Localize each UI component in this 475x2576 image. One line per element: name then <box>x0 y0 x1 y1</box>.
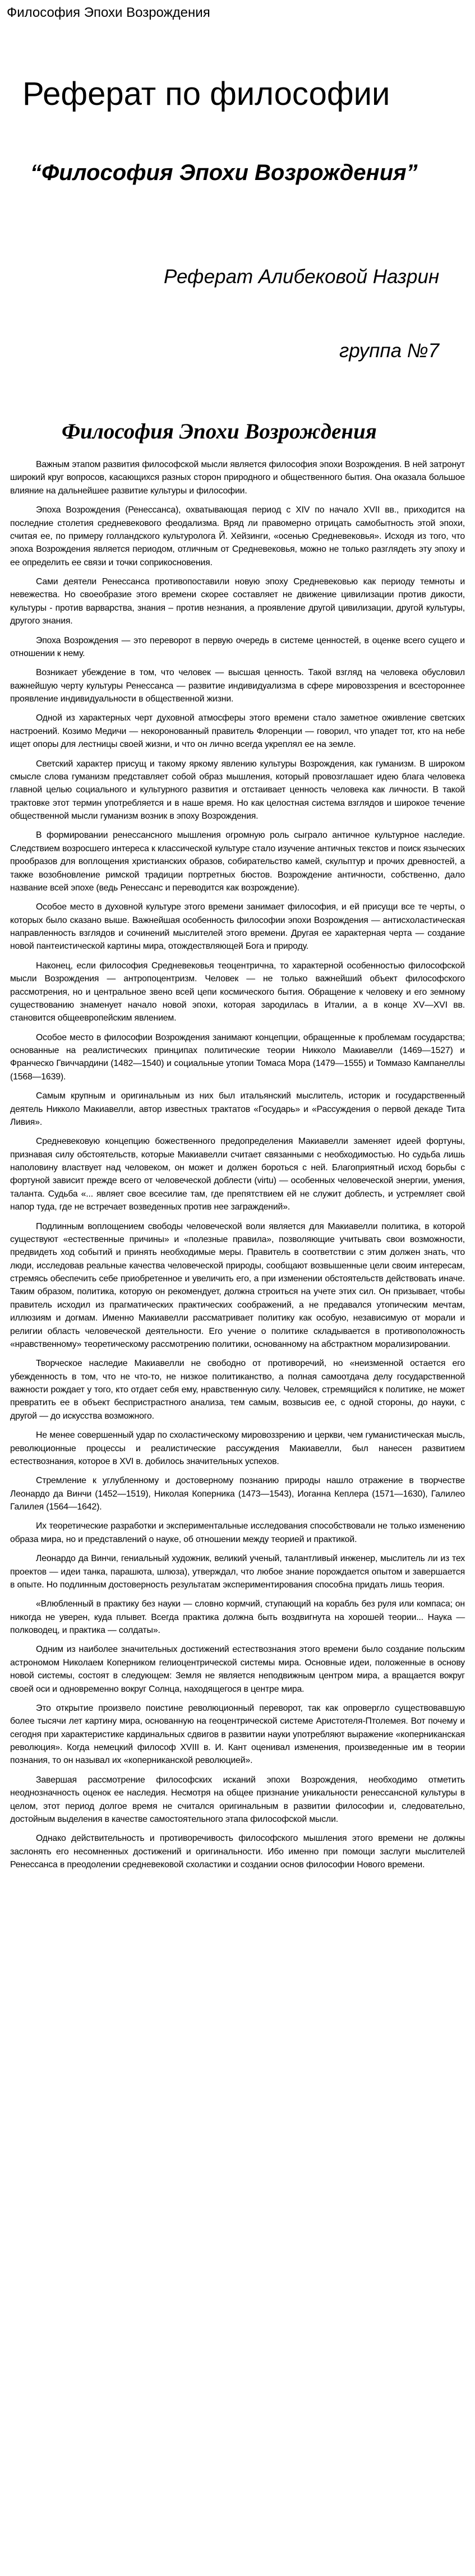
paragraph: Их теоретические разработки и экспериментальные исследования способствовали не только изменению образа мира, но и представлений о науке, об отношении между теорией и практикой. <box>10 1521 465 1544</box>
paragraph: Светский характер присущ и такому яркому явлению культуры Возрождения, как гуманизм. В широком смысле слова гуманизм представляет собой образ мышления, который провозглашает идею блага человека главной целью социального и культурного развития и отстаивает ценность человека как личности. В такой трактовке этот термин употребляется и в наше время. Но как целостная система взглядов и широкое течение общественной мысли гуманизм возник в эпоху Возрождения. <box>10 759 465 821</box>
paragraph: Эпоха Возрождения — это переворот в первую очередь в системе ценностей, в оценке всего сущего и отношении к нему. <box>10 635 465 658</box>
paragraph: Сами деятели Ренессанса противопоставили новую эпоху Средневековью как периоду темноты и невежества. Но своеобразие этого времени скорее составляет не движение цивилизации против дикости, культуры - против варварства, знания – против незнания, а проявление другой цивилизации, другой культуры, другого знания. <box>10 577 465 626</box>
paragraph: Стремление к углубленному и достоверному познанию природы нашло отражение в творчестве Леонардо да Винчи (1452—1519), Николая Коперника (1473—1543), Иоганна Кеплера (1571—1630), Галилео Галилея (1564—1642). <box>10 1476 465 1512</box>
paragraph: Средневековую концепцию божественного предопределения Макиавелли заменяет идеей фортуны, признавая силу обстоятельств, которые Макиавелли считает связанными с необходимостью. Но судьба лишь наполовину властвует над человеком, он может и должен бороться с ней. Благоприятный исход борьбы с фортуной зависит прежде всего от человеческой доблести (virtu) — особенных человеческой энергии, умения, таланта. Судьба «... являет свое всесилие там, где препятствием ей не служит доблесть, и устремляет свой напор туда, где не встречает возведенных против нее заграждений». <box>10 1137 465 1212</box>
paragraph: Самым крупным и оригинальным из них был итальянский мыслитель, историк и государственный деятель Никколо Макиавелли, автор известных трактатов «Государь» и «Рассуждения о первой декаде Тита Ливия». <box>10 1091 465 1127</box>
group-line: группа №7 <box>339 340 440 362</box>
document-title: Философия Эпохи Возрождения <box>7 5 210 20</box>
paragraph: Творческое наследие Макиавелли не свободно от противоречий, но «неизменной остается его убежденность в том, что не что-то, не низкое политиканство, а полная самоотдача делу государственной важности рождает у того, кто отдает себя ему, нравственную силу. Человек, стремящийся к политике, не может превратить ее в объект беспристрастного анализа, тем самым, возвысив ее, с одной стороны, до науки, с другой — до искусства возможного. <box>10 1359 465 1421</box>
section-heading: Философия Эпохи Возрождения <box>62 419 377 444</box>
cover-title: Реферат по философии <box>22 76 390 112</box>
paragraph: Это открытие произвело поистине революционный переворот, так как опровергло существовавшую более тысячи лет картину мира, основанную на геоцентрической системе Аристотеля-Птолемея. Вот почему и сегодня при характеристике кардинальных сдвигов в развитии науки употребляют выражение «коперниканская революция». Когда немецкий философ XVIII в. И. Кант оценивал изменения, произведенные им в теории познания, то он называл их «коперниканской революцией». <box>10 1703 465 1766</box>
paragraph: Особое место в духовной культуре этого времени занимает философия, и ей присущи все те черты, о которых было сказано выше. Важнейшая особенность философии эпохи Возрождения — антисхоластическая направленность взглядов и сочинений мыслителей этого времени. Другая ее характерная черта — создание новой пантеистической картины мира, отождествляющей Бога и природу. <box>10 902 465 952</box>
paragraph: Одной из характерных черт духовной атмосферы этого времени стало заметное оживление светских настроений. Козимо Медичи — некоронованный правитель Флоренции — говорил, что упадет тот, кто на небе ищет опоры для лестницы своей жизни, и что он лично всегда укреплял ее на земле. <box>10 713 465 750</box>
paragraph: Однако действительность и противоречивость философского мышления этого времени не должны заслонять его несомненных достижений и оригинальности. Ибо именно при помощи заслуги мыслителей Ренессанса в преодолении средневековой схоластики и создании основ философии Нового времени. <box>10 1834 465 1869</box>
paragraph: Леонардо да Винчи, гениальный художник, великий ученый, талантливый инженер, мыслитель ли из тех проектов — идеи танка, парашюта, шлюза), утверждал, что любое знание порождается опытом и завершается в опыте. Но подлинным достоверность результатам экспериментирования способна придать лишь теория. <box>10 1554 465 1590</box>
paragraph: Завершая рассмотрение философских исканий эпохи Возрождения, необходимо отметить неоднозначность оценок ее наследия. Несмотря на общее признание уникальности ренессансной культуры в целом, этот период долгое время не считался оригинальным в развитии философии и, следовательно, достойным выделения в качестве самостоятельного этапа философской мысли. <box>10 1775 465 1824</box>
paragraph: Особое место в философии Возрождения занимают концепции, обращенные к проблемам государства; основанные на реалистических принципах политические теории Никколо Макиавелли (1469—1527) и Франческо Гвиччардини (1482—1540) и социальные утопии Томаса Мора (1479—1555) и Томмазо Кампанеллы (1568—1639). <box>10 1032 465 1082</box>
paragraph: Одним из наиболее значительных достижений естествознания этого времени было создание польским астрономом Николаем Коперником гелиоцентрической системы мира. Основные идеи, положенные в основу новой системы, состоят в следующем: Земля не является неподвижным центром мира, а вращается вокруг своей оси и одновременно вокруг Солнца, находящегося в центре мира. <box>10 1645 465 1694</box>
paragraph: Не менее совершенный удар по схоластическому мировоззрению и церкви, чем гуманистическая мысль, революционные процессы и реалистические рассуждения Макиавелли, был нанесен развитием естествознания, которое в XVI в. добилось значительных успехов. <box>10 1430 465 1466</box>
paragraph: Подлинным воплощением свободы человеческой воли является для Макиавелли политика, в которой существуют «естественные причины» и «полезные правила», позволяющие учитывать свои возможности, предвидеть ход событий и принять необходимые меры. Правитель в соответствии с этим должен знать, что люди, исследовав реальные качества человеческой природы, сообщают возвышенные цели своим интересам, стремясь обеспечить себе приобретенное и увеличить его, а при изменении обстоятельств действовать иначе. Таким образом, политика, которую он рекомендует, должна строиться на учете этих сил. Он призывает, чтобы правитель исходил из прагматических практических соображений, а не предавался утопическим мечтам, иллюзиям и догмам. Именно Макиавелли рассматривает политику как особую, независимую от морали и религии область человеческой деятельности. Его учение о политике складывается в противоположность «нравственному» теоретическому рассмотрению политики, основанному на абстрактном морализировании. <box>10 1221 465 1349</box>
paragraph: Важным этапом развития философской мысли является философия эпохи Возрождения. В ней затронут широкий круг вопросов, касающихся разных сторон природного и общественного бытия. Она оказала большое влияние на дальнейшее развитие культуры и философии. <box>10 460 465 496</box>
document-body <box>10 458 465 1871</box>
paragraph: Наконец, если философия Средневековья теоцентрична, то характерной особенностью философской мысли Возрождения — антропоцентризм. Человек — не только важнейший объект философского рассмотрения, но и центральное звено всей цепи космического бытия. Обращение к человеку и его земному существованию знаменует начало новой эпохи, которая зародилась в Италии, а в конце XV—XVI вв. становится общеевропейским явлением. <box>10 961 465 1023</box>
paragraph: В формировании ренессансного мышления огромную роль сыграло античное культурное наследие. Следствием возросшего интереса к классической культуре стало изучение античных текстов и поиск языческих прообразов для воплощения христианских образов, собирательство камей, скульптур и прочих древностей, а также возобновление римской традиции портретных бюстов. Возрождение античности, собственно, дало название всей эпохе (ведь Ренессанс и переводится как возрождение). <box>10 830 465 893</box>
author-line: Реферат Алибековой Назрин <box>164 266 440 288</box>
cover-subtitle: “Философия Эпохи Возрождения” <box>30 160 418 185</box>
paragraph: «Влюбленный в практику без науки — словно кормчий, ступающий на корабль без руля или компаса; он никогда не уверен, куда плывет. Всегда практика должна быть воздвигнута на хорошей теории... Наука — полководец, и практика — солдаты». <box>10 1599 465 1635</box>
paragraph: Эпоха Возрождения (Ренессанса), охватывающая период с XIV по начало XVII вв., приходится на последние столетия средневекового феодализма. Вряд ли правомерно отрицать самобытность этой эпохи, считая ее, по примеру голландского культуролога Й. Хейзинги, «осенью Средневековья». Исходя из того, что эпоха Возрождения является периодом, отличным от Средневековья, можно не только разглядеть эту эпоху и ее определить ее связи и точки соприкосновения. <box>10 505 465 567</box>
paragraph: Возникает убеждение в том, что человек — высшая ценность. Такой взгляд на человека обусловил важнейшую черту культуры Ренессанса — развитие индивидуализма в сфере мировоззрения и всестороннее проявление индивидуальности в общественной жизни. <box>10 668 465 704</box>
